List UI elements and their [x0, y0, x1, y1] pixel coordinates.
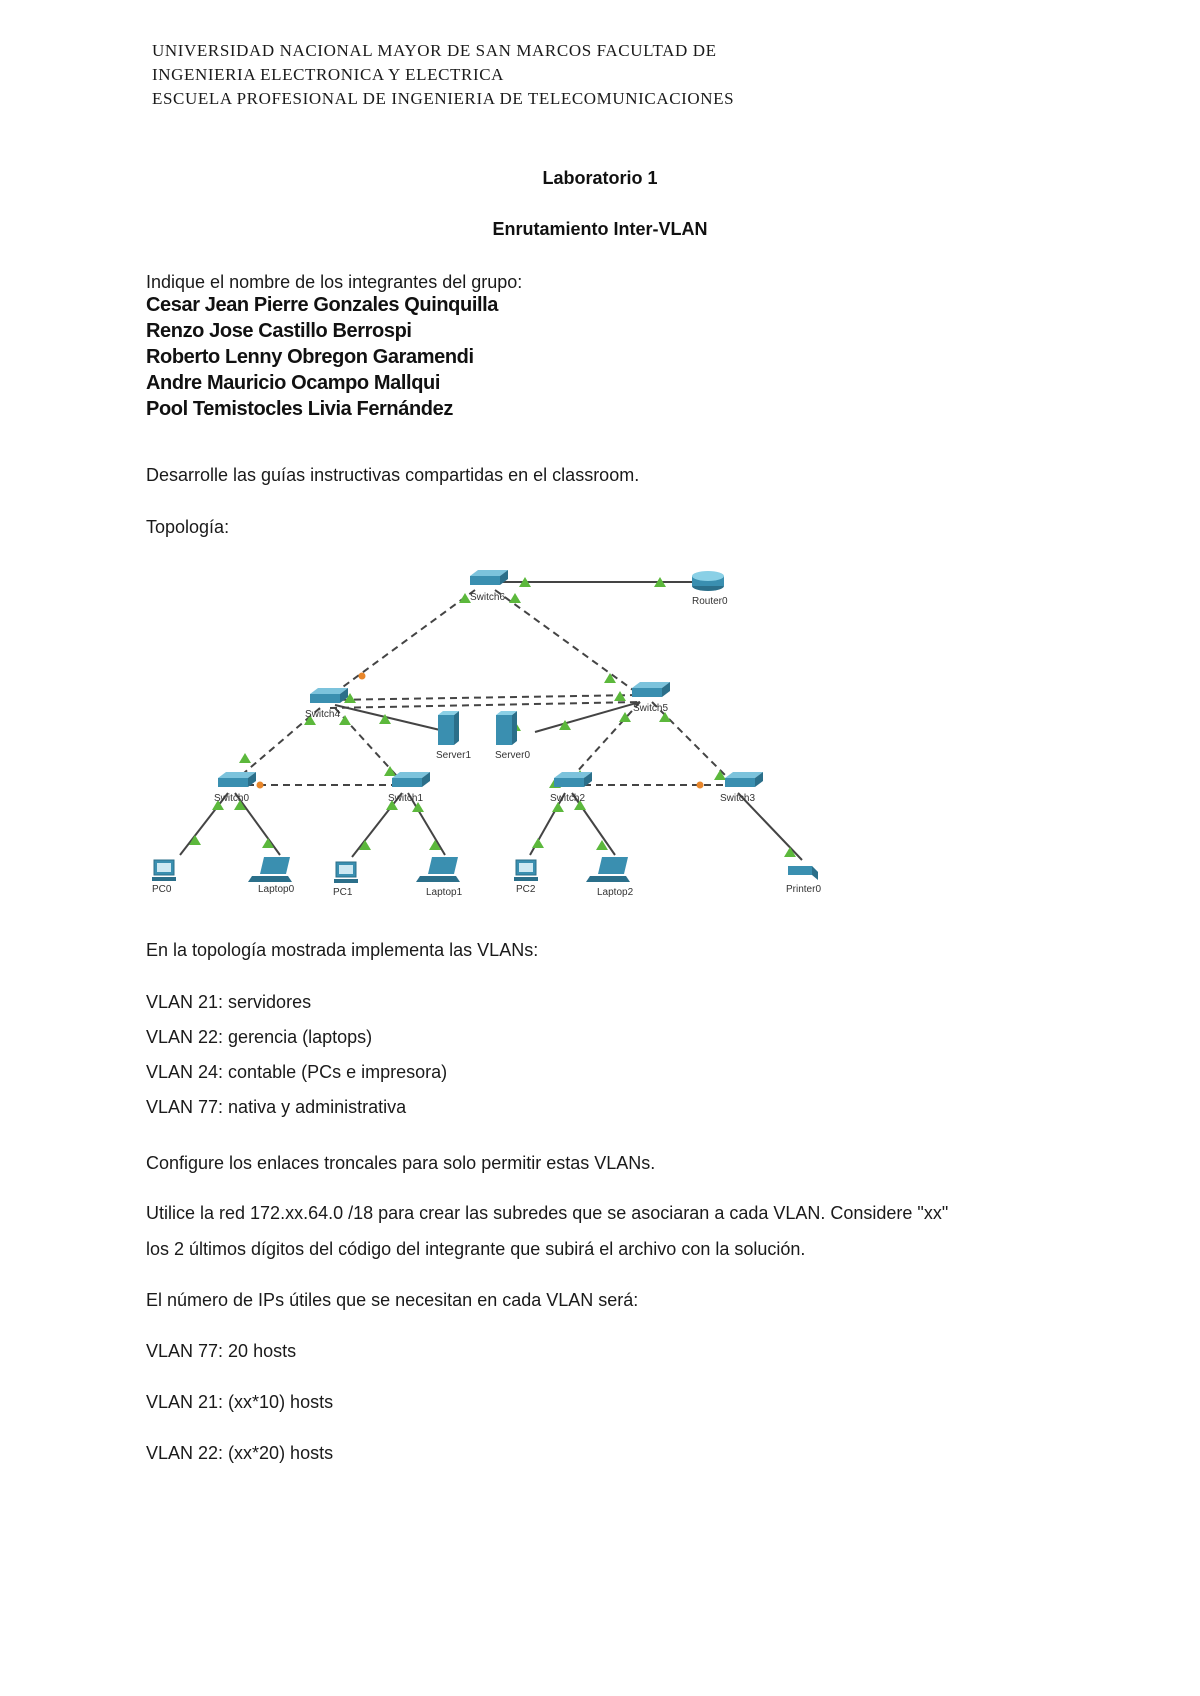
laptop1-icon: [416, 857, 460, 882]
server1-icon: [438, 711, 459, 745]
switch4-label: Switch4: [305, 709, 341, 720]
switch6-label: Switch6: [470, 592, 506, 603]
switch0-icon: [218, 772, 256, 787]
vlan-item: VLAN 24: contable (PCs e impresora): [146, 1062, 448, 1082]
server0-icon: [496, 711, 517, 745]
switch0-label: Switch0: [214, 793, 250, 804]
document-title: Laboratorio 1: [542, 168, 658, 188]
trunk-text: Configure los enlaces troncales para solo permitir estas VLANs.: [146, 1153, 656, 1173]
pc0-label: PC0: [152, 884, 172, 895]
switch1-label: Switch1: [388, 793, 424, 804]
printer0-icon: [788, 866, 818, 880]
host-requirement: VLAN 21: (xx*10) hosts: [146, 1392, 334, 1412]
link-up-indicator: [339, 715, 351, 725]
link-up-indicator: [604, 673, 616, 683]
members-intro: Indique el nombre de los integrantes del grupo:: [146, 272, 523, 292]
switch3-label: Switch3: [720, 793, 756, 804]
pc1-icon: [334, 862, 358, 883]
member-name: Roberto Lenny Obregon Garamendi: [146, 346, 474, 368]
server0-label: Server0: [495, 750, 531, 761]
vlan-item: VLAN 22: gerencia (laptops): [146, 1027, 373, 1047]
switch2-icon: [554, 772, 592, 787]
router0-label: Router0: [692, 596, 728, 607]
vlan-list: [146, 990, 447, 1130]
pc2-label: PC2: [516, 884, 536, 895]
link-blocking-indicator: [697, 782, 704, 789]
member-name: Pool Temistocles Livia Fernández: [146, 398, 453, 420]
link-blocking-indicator: [257, 782, 264, 789]
laptop0-icon: [248, 857, 292, 882]
link-up-indicator: [239, 753, 251, 763]
host-requirement: VLAN 77: 20 hosts: [146, 1341, 297, 1361]
pc1-label: PC1: [333, 887, 353, 898]
host-requirement: VLAN 22: (xx*20) hosts: [146, 1443, 334, 1463]
link-blocking-indicator: [359, 673, 366, 680]
link-switch6-switch5: [495, 590, 640, 695]
document-subtitle: Enrutamiento Inter-VLAN: [492, 219, 708, 239]
link-up-indicator: [509, 593, 521, 603]
network-text-line-1: Utilice la red 172.xx.64.0 /18 para crear las subredes que se asociaran a cada VLAN. Considere "xx": [146, 1203, 949, 1223]
laptop2-icon: [586, 857, 630, 882]
link-switch4-switch5-b: [330, 702, 640, 708]
instructions-text: Desarrolle las guías instructivas compartidas en el classroom.: [146, 465, 640, 485]
ips-intro: El número de IPs útiles que se necesitan en cada VLAN será:: [146, 1290, 639, 1310]
link-up-indicator: [532, 838, 544, 848]
switch3-icon: [725, 772, 763, 787]
switch5-label: Switch5: [633, 703, 669, 714]
header-line-3: ESCUELA PROFESIONAL DE INGENIERIA DE TELECOMUNICACIONES: [152, 89, 735, 108]
network-topology-diagram: [140, 560, 840, 910]
vlans-intro: En la topología mostrada implementa las VLANs:: [146, 940, 539, 960]
member-name: Renzo Jose Castillo Berrospi: [146, 320, 412, 342]
server1-label: Server1: [436, 750, 472, 761]
laptop0-label: Laptop0: [258, 884, 295, 895]
switch6-icon: [470, 570, 508, 585]
topology-label: Topología:: [146, 517, 230, 537]
link-switch4-switch5-a: [330, 695, 640, 700]
laptop2-label: Laptop2: [597, 887, 634, 898]
switch5-icon: [632, 682, 670, 697]
link-switch6-switch4: [325, 590, 475, 700]
switch1-icon: [392, 772, 430, 787]
switch2-label: Switch2: [550, 793, 586, 804]
printer0-label: Printer0: [786, 884, 822, 895]
header-line-2: INGENIERIA ELECTRONICA Y ELECTRICA: [152, 65, 505, 84]
link-up-indicator: [384, 766, 396, 776]
switch4-icon: [310, 688, 348, 703]
router0-icon: [692, 571, 724, 591]
vlan-item: VLAN 77: nativa y administrativa: [146, 1097, 407, 1117]
members-list: [146, 292, 498, 422]
network-text-line-2: los 2 últimos dígitos del código del integrante que subirá el archivo con la solución.: [146, 1239, 806, 1259]
university-header: [152, 39, 734, 111]
pc2-icon: [514, 860, 538, 881]
laptop1-label: Laptop1: [426, 887, 463, 898]
vlan-item: VLAN 21: servidores: [146, 992, 312, 1012]
member-name: Cesar Jean Pierre Gonzales Quinquilla: [146, 294, 499, 316]
member-name: Andre Mauricio Ocampo Mallqui: [146, 372, 440, 394]
pc0-icon: [152, 860, 176, 881]
header-line-1: UNIVERSIDAD NACIONAL MAYOR DE SAN MARCOS FACULTAD DE: [152, 41, 717, 60]
